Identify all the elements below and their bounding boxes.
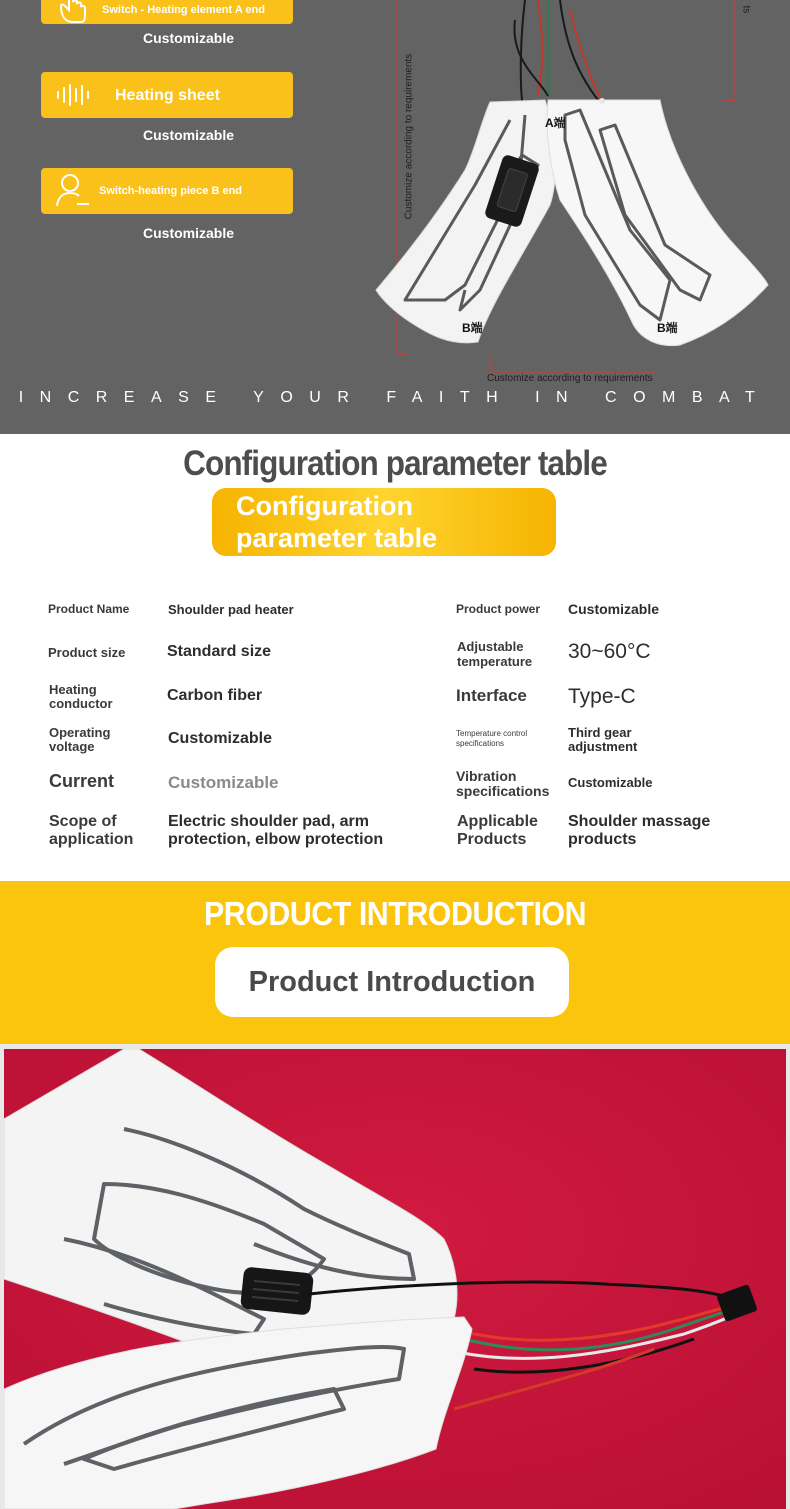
feature-label: Heating sheet [115,87,220,104]
heating-pad-diagram [370,0,790,360]
param-key: Product size [48,645,126,660]
feature-sub: Customizable [143,225,235,241]
param-value: Shoulder pad heater [168,602,294,617]
feature-label: Switch - Heating element A end [102,4,265,16]
param-key: Applicable Products [457,813,538,848]
intro-heading: PRODUCT INTRODUCTION [203,895,587,932]
feature-label: Switch-heating piece B end [99,185,243,197]
param-value: Third gear adjustment [568,725,638,754]
intro-pill: Product Introduction [215,947,569,1017]
hero-diagram-section [0,0,790,434]
param-value: Customizable [168,773,279,792]
params-heading: Configuration parameter table [183,444,607,483]
product-photo-section [0,1044,790,1509]
param-key: Scope of application [49,813,134,848]
motto: INCREASE YOUR FAITH IN COMBAT [18,389,772,406]
product-intro-banner [0,881,790,1044]
param-value: Customizable [568,775,653,790]
param-value: Customizable [568,601,660,617]
label-b-end-right: B端 [657,321,678,335]
param-value: Standard size [167,643,272,660]
params-pill [212,488,556,556]
feature-sub: Customizable [143,30,235,46]
dimension-label-vertical: Customize according to requirements [403,53,415,220]
feature-sub: Customizable [143,127,235,143]
heating-pads-photo [4,1049,786,1509]
param-key: Heating conductor [49,682,113,711]
param-key: Operating voltage [49,725,111,754]
dimension-label-fragment: ts [740,5,752,14]
param-value: 30~60°C [568,640,651,663]
param-value: Type-C [568,685,636,708]
param-key: Temperature control specifications [456,729,528,748]
param-value: Shoulder massage products [568,813,711,848]
param-value: Electric shoulder pad, arm protection, elbow protection [168,813,384,848]
product-photo [4,1049,786,1509]
dimension-label-horizontal: Customize according to requirements [487,373,653,384]
param-key: Adjustable temperature [457,639,533,669]
params-pill-text: Configuration parameter table [236,491,438,553]
param-key: Interface [456,686,527,705]
param-key: Vibration specifications [456,768,550,799]
param-key: Current [49,771,115,791]
param-key: Product power [456,602,541,616]
param-key: Product Name [48,602,130,616]
param-value: Carbon fiber [167,687,263,704]
label-b-end-left: B端 [462,321,483,335]
parameter-table-section [0,434,790,881]
label-a-end: A端 [545,116,566,130]
param-value: Customizable [168,730,273,747]
